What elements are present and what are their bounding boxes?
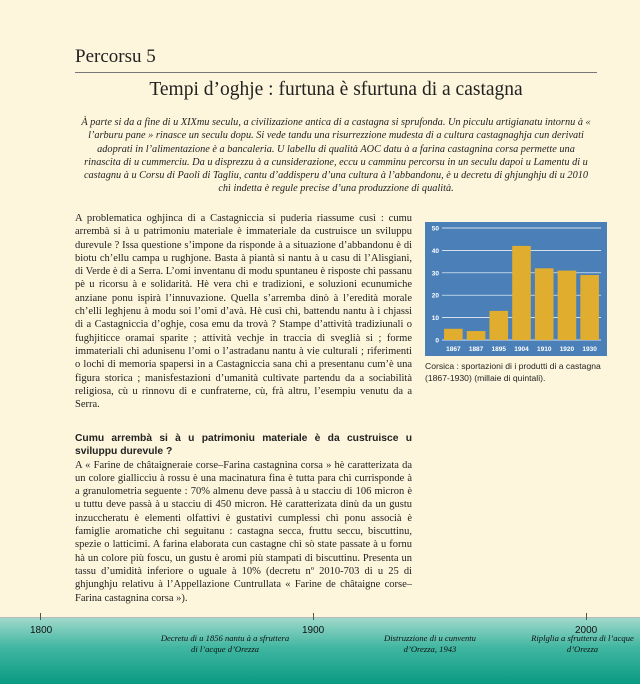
timeline-tick [40, 613, 41, 620]
timeline-event: Riplglia a sfruttera di l’acque d’Orezza [531, 633, 634, 654]
intro-paragraph: À parte si da a fine di u XIXmu seculu, a civilizazione antica di a castagna si sprufonda. Un picculu artigianatu intornu à « l’arburu pane » rinasce un seculu dopu. Si vede tandu una risurrezzione mudesta di a cultura castagnaghja cun derivati adoprati in l’alimentazione è a bancaleria. U labellu di qualità AOC datu à a farina castagnina corsa permette una rinascita di u cummerciu. Da u disprezzu à a cunsiderazione, eccu u camminu percorsu in un seculu dapoi u Lamentu di u castagnu à u Corsu di Paoli di Tagliu, cantu d’addisperu d’una cultura à l’abbandonu, è u decretu di ghjunghju di u 2010 chì indetta è regule precise d’una produzzione di qualità. [81, 117, 591, 195]
chart-y-tick-label: 0 [435, 337, 439, 345]
chart-x-tick-label: 1895 [491, 346, 507, 353]
timeline-axis [0, 617, 640, 618]
chart-y-tick-label: 40 [431, 247, 439, 255]
chart-y-tick-label: 50 [431, 225, 439, 233]
chart-bar [580, 275, 599, 340]
section-heading: Percorsu 5 [75, 46, 156, 67]
timeline-event: Distruzzione di u cunventu d’Orezza, 1943 [384, 633, 476, 654]
timeline-tick [313, 613, 314, 620]
chart-y-tick-label: 20 [431, 292, 439, 300]
body-paragraph: A problematica oghjinca di a Castagniccia si puderia riassume cusì : cumu arrembà si à u patrimoniu materiale è immateriale da custruisce un sviluppu durevule ? Issa questione s’impone da risponde à a situazione d’abbandonu è di biotu ch’ellu campa u rughjone. Basta à piantà si nantu à u casu di l’Alisgiani, di Verde è di a Serra. L’omi inventanu di modu spuntaneu è risposte chì passanu pè u ricorsu à e solidarità. Hè vera chì e tradizioni, e soluzioni ecunumiche anziane ponu ispirà l’innuvazione. Quella s’arremba dinò à l’eredità morale ch’elli leghjenu à modu soi l’omi d’avà. Hè cusì chì, battendu nantu à i chjassi di a Castagniccia d’oghje, cosa emu da trovà ? Stampe d’attività tradiziunali o fughjiticce oramai sparite ; attività vechje in traccia di sveglià si ; forme immateriali chì adunisenu l’omi o l’astradanu nantu à vie culturali ; riferimenti o lochi di memoria spapersi in a Castagniccia sana chì a presentanu cum’è una figura storica ; manisfestazioni d’umanità cultivate partendu da a sociabilità religiosa, cù u rinnovu di e cunfraterne, cù, frà altru, l’esempiu venutu da a Serra. [75, 213, 412, 411]
timeline-year-2000: 2000 [575, 625, 598, 636]
chart-x-tick-label: 1887 [468, 346, 484, 353]
chart-bar [535, 268, 554, 340]
chart-bar [467, 331, 486, 340]
chart-x-tick-label: 1867 [446, 346, 461, 353]
chart-x-tick-label: 1920 [559, 346, 575, 353]
page-title: Tempi d’oghje : furtuna è sfurtuna di a castagna [149, 79, 523, 100]
chart-bar [444, 329, 463, 340]
timeline-event: Decretu di u 1856 nantu à a sfruttera di l’acque d’Orezza [160, 633, 290, 654]
chart-x-tick-label: 1930 [582, 346, 597, 353]
section-subheading: Cumu arrembà si à u patrimoniu materiale è da custruisce u sviluppu durevule ? [75, 433, 412, 458]
header-divider [75, 72, 597, 73]
chart-x-tick-label: 1910 [536, 346, 552, 353]
chart-bar [558, 271, 577, 340]
section-block [75, 432, 412, 605]
chart-bar [512, 246, 531, 340]
export-chart [425, 222, 607, 361]
timeline-tick [586, 613, 587, 620]
chart-y-tick-label: 10 [431, 315, 439, 323]
chart-bar [489, 311, 508, 340]
chart-caption: Corsica : sportazioni di i produtti di a castagna (1867-1930) (millaie di quintali). [425, 361, 601, 383]
timeline-year-1800: 1800 [30, 625, 53, 636]
timeline-year-1900: 1900 [302, 625, 325, 636]
section-paragraph: A « Farine de châtaigneraie corse–Farina castagnina corsa » hè caratterizata da un colore gialliccìu à rossu è una macinatura fina è tutta para chì currisponde à a granulometria seguente : 70% almenu deve passà à u stacciu di 106 micron è u tuttu deve passà à u stacciu di 450 micron. Hè caratterizata dinù da un gustu inzuccheratu è elementi olfattivi è gustativi cumplessi chì ponu associà è famiglie aromatiche chì seguitanu : castagna secca, fruttu seccu, biscuttinu, spezie o latticimi. A farina elaborata cun castagne chì sò state passate à u fornu hà un colore più foscu, un gustu è aromi più stampati di biscuttinu. Presenta un tassu d’umidità inferiore o uguale à 10% (decretu nº 2010-703 di u 25 di ghjunghju relativu à l’Appellazione Cuntrullata « Farine de châtaigne corse–Farina castagnina corsa »). [75, 459, 412, 604]
chart-y-tick-label: 30 [431, 270, 439, 278]
export-bar-chart [425, 222, 607, 356]
chart-x-tick-label: 1904 [514, 346, 529, 353]
